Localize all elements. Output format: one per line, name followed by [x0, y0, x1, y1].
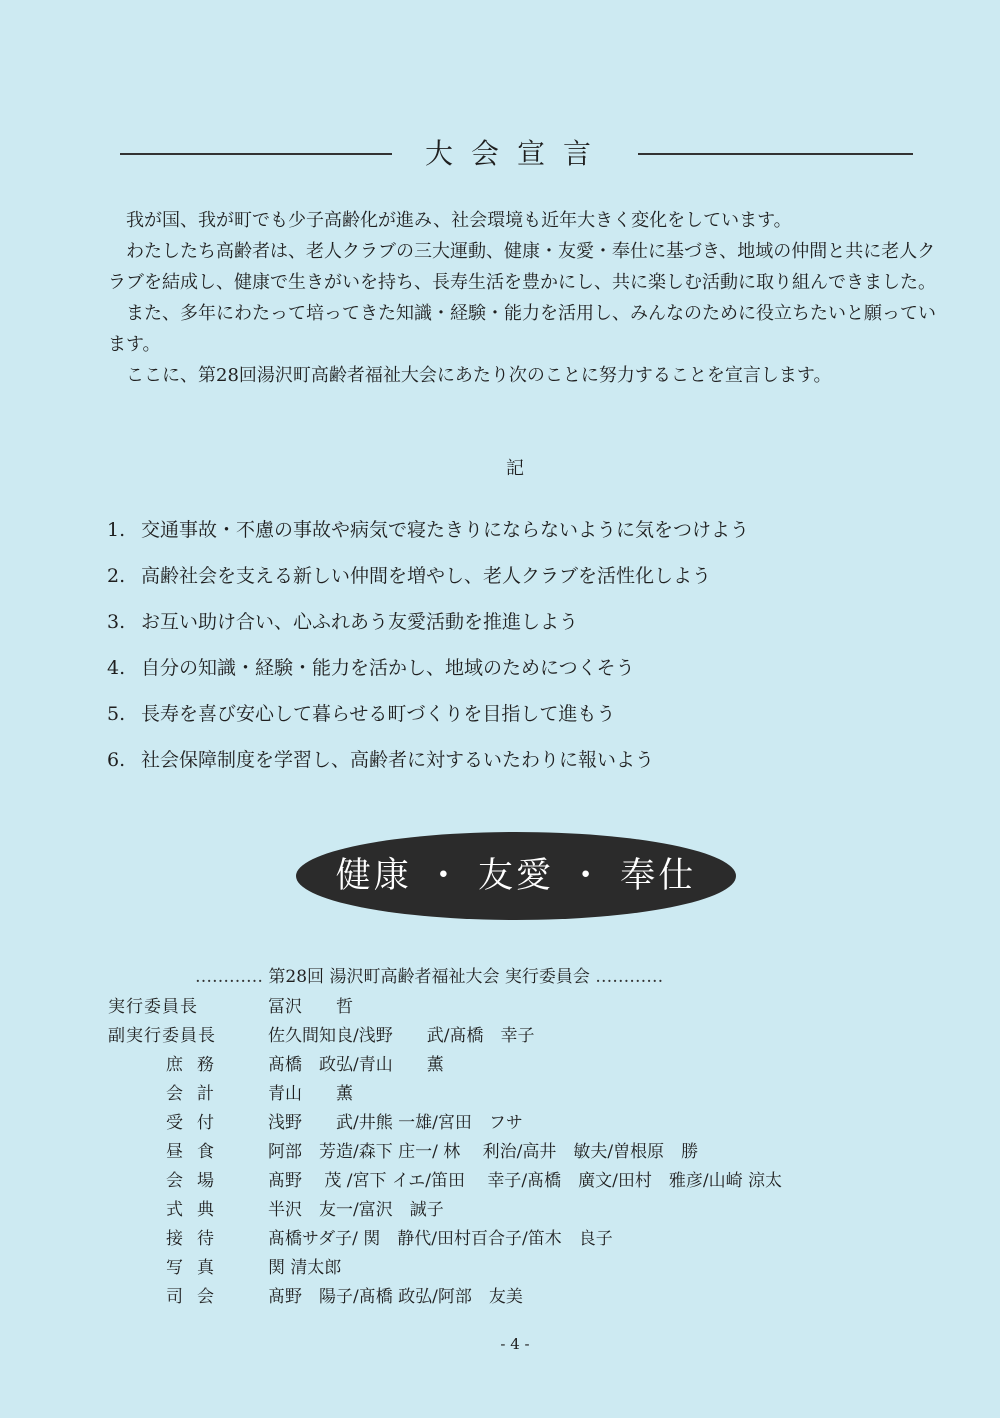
intro-text [108, 205, 938, 391]
member-row [108, 1196, 938, 1225]
page-number: - 4 - [500, 1335, 530, 1353]
item-text: お互い助け合い、心ふれあう友愛活動を推進しよう [141, 611, 579, 633]
committee-title [195, 963, 835, 991]
resolution-item [107, 604, 907, 650]
member-row [108, 1283, 938, 1312]
member-role: 司会 [166, 1287, 228, 1307]
item-number: 1. [107, 519, 126, 541]
committee-title-text: 第28回 湯沢町高齢者福祉大会 実行委員会 [268, 967, 590, 987]
item-number: 5. [107, 703, 126, 725]
item-text: 交通事故・不慮の事故や病気で寝たきりにならないように気をつけよう [141, 519, 750, 541]
member-names: 髙橋 政弘/青山 薫 [268, 1055, 444, 1075]
item-number: 6. [107, 749, 126, 771]
item-text: 社会保障制度を学習し、高齢者に対するいたわりに報いよう [141, 749, 655, 771]
member-names: 冨沢 哲 [268, 997, 353, 1017]
member-role: 実行委員長 [108, 997, 198, 1017]
resolution-list [107, 512, 907, 788]
member-row [108, 1138, 938, 1167]
member-role: 写真 [166, 1258, 228, 1278]
intro-paragraph: わたしたち高齢者は、老人クラブの三大運動、健康・友愛・奉仕に基づき、地域の仲間と共に老人クラブを結成し、健康で生きがいを持ち、長寿生活を豊かにし、共に楽しむ活動に取り組んできました。 [108, 241, 936, 293]
member-row [108, 993, 938, 1022]
member-role: 庶務 [166, 1055, 228, 1075]
resolution-item [107, 558, 907, 604]
member-names: 阿部 芳造/森下 庄一/ 林 利治/高井 敏夫/曽根原 勝 [268, 1142, 699, 1162]
item-text: 高齢社会を支える新しい仲間を増やし、老人クラブを活性化しよう [141, 565, 712, 587]
heading-title: 大会宣言 [424, 137, 609, 170]
member-names: 髙橋サダ子/ 関 静代/田村百合子/笛木 良子 [268, 1229, 613, 1249]
member-row [108, 1080, 938, 1109]
item-text: 自分の知識・経験・能力を活かし、地域のためにつくそう [141, 657, 635, 679]
member-names: 佐久間知良/浅野 武/髙橋 幸子 [268, 1026, 535, 1046]
item-number: 2. [107, 565, 126, 587]
item-number: 3. [107, 611, 126, 633]
member-row [108, 1051, 938, 1080]
member-row [108, 1225, 938, 1254]
member-role: 接待 [166, 1229, 228, 1249]
intro-paragraph: ここに、第28回湯沢町高齢者福祉大会にあたり次のことに努力することを宣言します。 [126, 365, 832, 386]
motto-banner: 健康 ・ 友愛 ・ 奉仕 [296, 832, 736, 920]
member-names: 関 清太郎 [268, 1258, 342, 1278]
member-role: 昼食 [166, 1142, 228, 1162]
resolution-item [107, 512, 907, 558]
member-role: 受付 [166, 1113, 228, 1133]
dots-left: ………… [195, 967, 263, 987]
committee-members [108, 993, 938, 1312]
heading-rule-right [638, 153, 913, 155]
resolution-item [107, 696, 907, 742]
member-names: 青山 薫 [268, 1084, 353, 1104]
member-role: 式典 [166, 1200, 228, 1220]
item-text: 長寿を喜び安心して暮らせる町づくりを目指して進もう [141, 703, 616, 725]
declaration-heading [120, 132, 915, 176]
dots-right: ………… [595, 967, 664, 987]
member-row [108, 1167, 938, 1196]
member-row [108, 1109, 938, 1138]
member-row [108, 1254, 938, 1283]
heading-rule-left [120, 153, 392, 155]
member-names: 浅野 武/井熊 一雄/宮田 フサ [268, 1113, 523, 1133]
member-names: 半沢 友一/富沢 誠子 [268, 1200, 444, 1220]
intro-paragraph: 我が国、我が町でも少子高齢化が進み、社会環境も近年大きく変化をしています。 [126, 210, 792, 231]
resolution-item [107, 650, 907, 696]
ki-label: 記 [506, 458, 524, 479]
resolution-item [107, 742, 907, 788]
member-names: 髙野 陽子/髙橋 政弘/阿部 友美 [268, 1287, 523, 1307]
item-number: 4. [107, 657, 126, 679]
member-role: 副実行委員長 [108, 1026, 216, 1046]
member-role: 会場 [166, 1171, 228, 1191]
member-role: 会計 [166, 1084, 228, 1104]
member-row [108, 1022, 938, 1051]
member-names: 髙野 茂 /宮下 イエ/笛田 幸子/髙橋 廣文/田村 雅彦/山崎 涼太 [268, 1171, 782, 1191]
intro-paragraph: また、多年にわたって培ってきた知識・経験・能力を活用し、みんなのために役立ちたいと願っています。 [108, 303, 936, 355]
